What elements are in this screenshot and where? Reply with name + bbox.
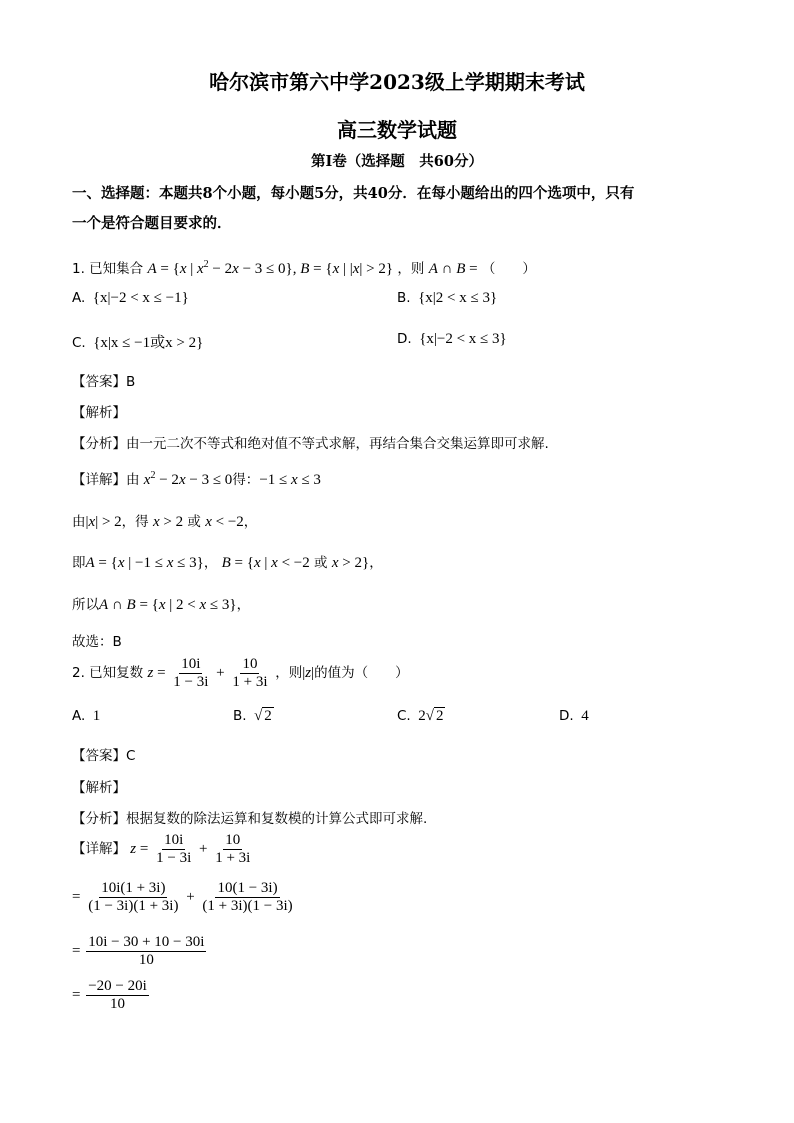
q1-answer-value: B (126, 374, 136, 390)
q1-conclusion: 故选：B (72, 634, 122, 650)
q1-detail-line3: 即A = {x | −1 ≤ x ≤ 3}， B = {x | x < −2 或 x > 2}， (72, 555, 383, 571)
q1-detail-line4: 所以A ∩ B = {x | 2 < x ≤ 3}， (72, 597, 251, 613)
q2-answer-value: C (126, 748, 136, 764)
q2-detail-line2: = $\frac{10i(1 + 3i)}{(1 - 3i)(1 + 3i)}$ + $\frac{10(1 - 3i)}{(1 + 3i)(1 - 3i)}$ (72, 880, 293, 915)
q1-option-b[interactable]: B. {x|2 < x ≤ 3} (397, 290, 498, 306)
q1-intersection: A ∩ B = (428, 261, 478, 277)
school-exam-title: 哈尔滨市第六中学2023级上学期期末考试 (209, 70, 585, 94)
q1-detail-line1: 【详解】由 $x^2 - 2x - 3 \le 0$得：−1 ≤ x ≤ 3 (72, 470, 321, 488)
part-title: 第Ⅰ卷（选择题 共60分） (311, 153, 483, 170)
q1-fenxi: 【分析】由一元二次不等式和绝对值不等式求解，再结合集合交集运算即可求解. (72, 436, 549, 452)
q1-option-d[interactable]: D. {x|−2 < x ≤ 3} (397, 331, 507, 347)
q1-mid: ，则 (397, 261, 425, 277)
q2-detail-line4: = $\frac{-20 - 20i}{10}$ (72, 978, 147, 1013)
section-instructions-line2: 一个是符合题目要求的． (72, 215, 232, 232)
q2-analysis-tag: 【解析】 (72, 780, 126, 796)
q1-prefix: 1. 已知集合 (72, 261, 144, 277)
q1-detail-line2: 由|x| > 2，得 x > 2 或 x < −2， (72, 514, 258, 530)
q1-option-a[interactable]: A. {x|−2 < x ≤ −1} (72, 290, 189, 306)
q2-option-c[interactable]: C. 2√ 2 (397, 708, 444, 724)
q1-suffix: （ ） (481, 261, 536, 277)
q2-answer: 【答案】C (72, 748, 136, 764)
section-instructions-line1: 一、选择题：本题共8个小题，每小题5分，共40分．在每小题给出的四个选项中，只有 (72, 185, 635, 202)
q2-detail-line1: 【详解】 z = $\frac{10i}{1 - 3i}$ + $\frac{10}{1 + 3i}$ (72, 832, 251, 867)
q1-sets-formula: A = {x | $x^2 - 2x - 3 \le 0$}, B = {x | |x| > 2} (147, 259, 394, 277)
question-1-stem (72, 257, 536, 278)
q1-option-c[interactable]: C. {x|x ≤ −1或x > 2} (72, 335, 204, 351)
q2-option-b[interactable]: B. √ 2 (233, 708, 272, 724)
q2-complex-formula: z = $\frac{10i}{1 - 3i}$ + $\frac{10}{1 + 3i}$ (147, 656, 268, 691)
question-2-stem: 2. 已知复数 z = $\frac{10i}{1 - 3i}$ + $\frac{10}{1 + 3i}$ ，则|z|的值为（ ） (72, 656, 409, 691)
q1-analysis-tag: 【解析】 (72, 405, 126, 421)
q2-option-d[interactable]: D. 4 (559, 708, 589, 724)
q2-option-a[interactable]: A. 1 (72, 708, 101, 724)
subject-title: 高三数学试题 (337, 118, 457, 142)
q2-fenxi: 【分析】根据复数的除法运算和复数模的计算公式即可求解. (72, 811, 428, 827)
q2-detail-line3: = $\frac{10i - 30 + 10 - 30i}{10}$ (72, 934, 205, 969)
q1-answer: 【答案】B (72, 374, 136, 390)
